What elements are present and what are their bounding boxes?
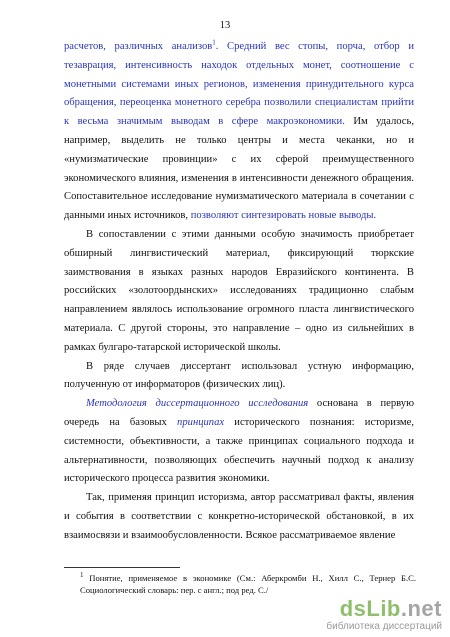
text-segment: В ряде случаев диссертант использовал устную информацию, полученную от информаторов (физических лиц). [64,360,414,391]
text-segment: позволяют синтезировать новые выводы. [190,210,377,222]
watermark-logo-tld: .net [400,596,442,621]
footnote-reference: 1 [212,38,216,47]
text-segment: основана в первую очередь на базовых [64,398,414,428]
paragraph [64,38,414,226]
text-segment: Так, применяя принцип историзма, автор рассматривал факты, явления и события в соответствии с конкретно-исторической обстановкой, в их взаимосвязи и взаимообусловленности. Всякое рассматриваемое явление [64,492,414,541]
text-segment: принципах [177,416,225,428]
watermark-logo [296,597,442,621]
footnote-marker: 1 [80,571,84,580]
text-segment: расчетов, различных анализов [64,41,213,52]
footnote [64,572,416,596]
page-number: 13 [219,20,231,31]
body-text [64,38,414,546]
watermark [296,597,442,633]
text-segment: В сопоставлении с этими данными особую значимость приобретает обширный лингвистический материал, фиксирующий тюркские заимствования в языках разных народов Евразийского континента. В российских «золотоордынских» исследованиях традиционно слабым направлением являлось использование огромного пласта лингвистического материала. С другой стороны, это направление – одно из сильнейших в рамках булгаро-татарской исторической школы. [64,228,414,353]
paragraph [64,358,414,396]
watermark-tagline: библиотека диссертаций [326,621,442,632]
text-segment: исторического познания: историзме, системности, объективности, а также принципах социального подхода и альтернативности, позволяющих обеспечить научный подход к анализу исторического процесса развития экономики. [64,416,414,485]
paragraph [64,395,414,489]
text-segment: Им удалось, например, выделить не только центры и места чеканки, но и «нумизматические провинции» с их сферой преимущественного экономического влияния, изменения в интенсивности денежного обращения. Сопоставительное исследование нумизматического материала в сочетании с данными иных источников, [64,116,414,222]
paragraph [64,226,414,358]
watermark-logo-main: dsLib [339,596,401,621]
paragraph [64,489,414,545]
footnote-text: Понятие, применяемое в экономике (См.: Аберкромби Н., Хилл С., Тернер Б.С. Социологический словарь: пер. с англ.; под ред. С./ [80,573,416,595]
footnote-divider [64,567,180,568]
text-segment: . Средний вес стопы, порча, отбор и тезаврация, интенсивность находок отдельных монет, соотношение с монетными системами иных регионов, изменения принудительного курса обращения, переоценка монетного серебра позволили специалистам прийти к весьма значимым выводам в сфере макроэкономики. [64,41,414,128]
text-segment: Методология диссертационного исследования [86,398,309,410]
